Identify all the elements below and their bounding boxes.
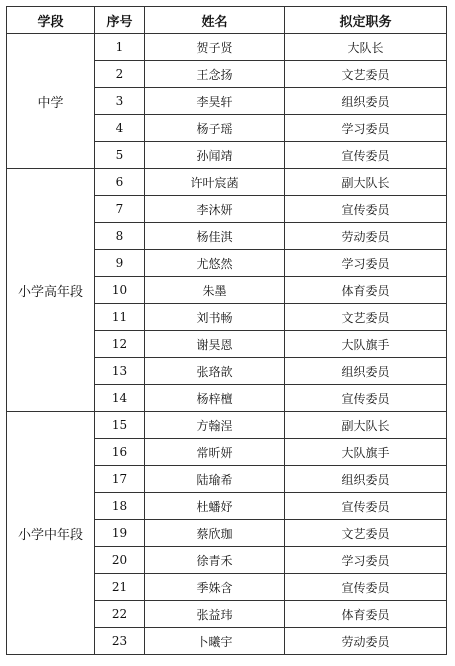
header-position: 拟定职务 xyxy=(285,7,447,34)
name-cell: 李沐妍 xyxy=(145,196,285,223)
number-cell: 1 xyxy=(95,34,145,61)
name-cell: 季姝含 xyxy=(145,574,285,601)
number-cell: 2 xyxy=(95,61,145,88)
position-cell: 宣传委员 xyxy=(285,196,447,223)
number-cell: 22 xyxy=(95,601,145,628)
name-cell: 杜蟠妤 xyxy=(145,493,285,520)
number-cell: 14 xyxy=(95,385,145,412)
position-cell: 组织委员 xyxy=(285,358,447,385)
number-cell: 5 xyxy=(95,142,145,169)
name-cell: 徐青禾 xyxy=(145,547,285,574)
number-cell: 3 xyxy=(95,88,145,115)
segment-cell: 小学中年段 xyxy=(7,412,95,655)
name-cell: 王念扬 xyxy=(145,61,285,88)
position-cell: 文艺委员 xyxy=(285,61,447,88)
position-cell: 宣传委员 xyxy=(285,385,447,412)
position-cell: 副大队长 xyxy=(285,412,447,439)
position-cell: 文艺委员 xyxy=(285,304,447,331)
number-cell: 16 xyxy=(95,439,145,466)
number-cell: 9 xyxy=(95,250,145,277)
number-cell: 21 xyxy=(95,574,145,601)
number-cell: 10 xyxy=(95,277,145,304)
position-cell: 文艺委员 xyxy=(285,520,447,547)
position-cell: 大队旗手 xyxy=(285,439,447,466)
name-cell: 刘书畅 xyxy=(145,304,285,331)
name-cell: 杨子瑶 xyxy=(145,115,285,142)
name-cell: 卜曦宇 xyxy=(145,628,285,655)
name-cell: 张益玮 xyxy=(145,601,285,628)
table-header xyxy=(7,7,447,34)
position-cell: 组织委员 xyxy=(285,88,447,115)
name-cell: 贺子贤 xyxy=(145,34,285,61)
position-cell: 副大队长 xyxy=(285,169,447,196)
position-cell: 体育委员 xyxy=(285,277,447,304)
header-segment: 学段 xyxy=(7,7,95,34)
table-row xyxy=(7,169,447,196)
header-name: 姓名 xyxy=(145,7,285,34)
position-cell: 学习委员 xyxy=(285,115,447,142)
name-cell: 尤悠然 xyxy=(145,250,285,277)
number-cell: 17 xyxy=(95,466,145,493)
position-cell: 劳动委员 xyxy=(285,628,447,655)
header-row xyxy=(7,7,447,34)
name-cell: 孙闻靖 xyxy=(145,142,285,169)
position-cell: 体育委员 xyxy=(285,601,447,628)
name-cell: 张珞歆 xyxy=(145,358,285,385)
segment-cell: 中学 xyxy=(7,34,95,169)
number-cell: 11 xyxy=(95,304,145,331)
name-cell: 朱墨 xyxy=(145,277,285,304)
number-cell: 23 xyxy=(95,628,145,655)
position-cell: 宣传委员 xyxy=(285,493,447,520)
position-cell: 劳动委员 xyxy=(285,223,447,250)
position-cell: 宣传委员 xyxy=(285,142,447,169)
cadre-roster-table xyxy=(6,6,447,655)
position-cell: 学习委员 xyxy=(285,547,447,574)
name-cell: 方翰浧 xyxy=(145,412,285,439)
name-cell: 杨佳淇 xyxy=(145,223,285,250)
name-cell: 谢昊恩 xyxy=(145,331,285,358)
position-cell: 大队长 xyxy=(285,34,447,61)
header-number: 序号 xyxy=(95,7,145,34)
name-cell: 蔡欣珈 xyxy=(145,520,285,547)
table-row xyxy=(7,34,447,61)
number-cell: 15 xyxy=(95,412,145,439)
segment-cell: 小学高年段 xyxy=(7,169,95,412)
table-body xyxy=(7,34,447,655)
position-cell: 学习委员 xyxy=(285,250,447,277)
number-cell: 8 xyxy=(95,223,145,250)
position-cell: 组织委员 xyxy=(285,466,447,493)
name-cell: 杨梓檀 xyxy=(145,385,285,412)
position-cell: 宣传委员 xyxy=(285,574,447,601)
number-cell: 13 xyxy=(95,358,145,385)
number-cell: 19 xyxy=(95,520,145,547)
name-cell: 常昕妍 xyxy=(145,439,285,466)
number-cell: 4 xyxy=(95,115,145,142)
name-cell: 陆瑜希 xyxy=(145,466,285,493)
number-cell: 7 xyxy=(95,196,145,223)
number-cell: 6 xyxy=(95,169,145,196)
number-cell: 18 xyxy=(95,493,145,520)
position-cell: 大队旗手 xyxy=(285,331,447,358)
number-cell: 20 xyxy=(95,547,145,574)
number-cell: 12 xyxy=(95,331,145,358)
name-cell: 许叶宸菡 xyxy=(145,169,285,196)
table-row xyxy=(7,412,447,439)
name-cell: 李昊轩 xyxy=(145,88,285,115)
